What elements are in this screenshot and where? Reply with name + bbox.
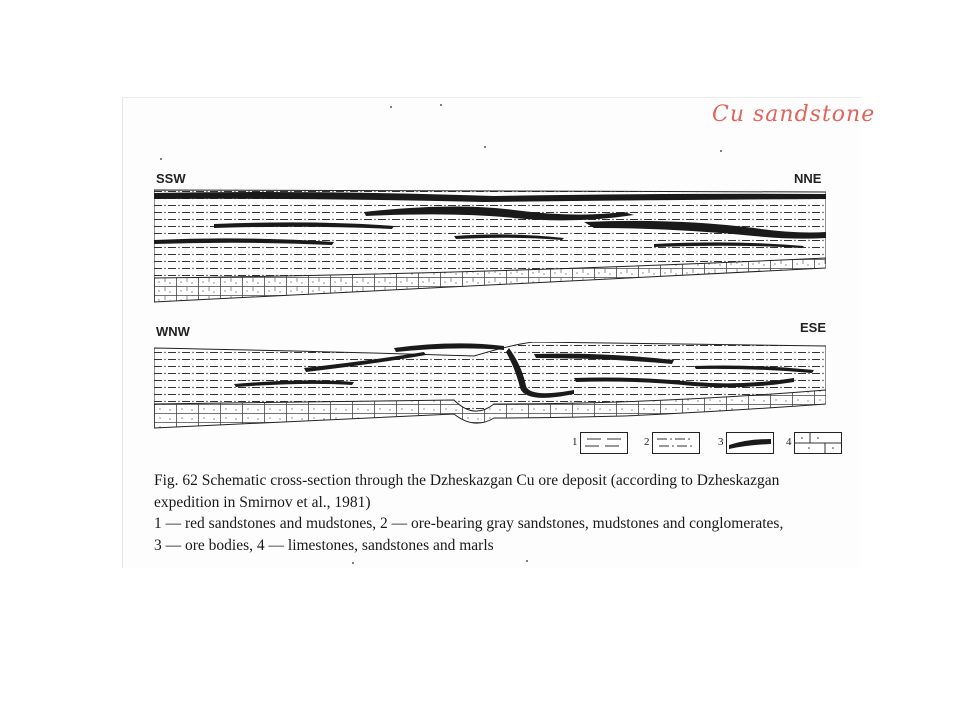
figure-caption	[154, 470, 844, 556]
legend-swatch-ore-bodies	[726, 432, 774, 454]
handwritten-note: Cu sandstone	[712, 102, 876, 127]
legend-swatch-red-sandstones	[580, 432, 628, 454]
scan-speck	[526, 560, 528, 562]
legend-number: 3	[718, 436, 724, 448]
legend-number: 2	[644, 436, 650, 448]
caption-line-3: 1 — red sandstones and mudstones, 2 — ore-bearing gray sandstones, mudstones and conglomerates,	[154, 515, 784, 532]
scan-speck	[160, 158, 162, 160]
scan-speck	[440, 104, 442, 106]
legend-number: 1	[572, 436, 578, 448]
caption-line-4: 3 — ore bodies, 4 — limestones, sandstones and marls	[154, 536, 494, 554]
label-ssw: SSW	[156, 171, 186, 186]
cross-section-ssw-nne	[154, 188, 826, 308]
legend-swatch-gray-sandstones	[652, 432, 700, 454]
caption-line-1: Fig. 62 Schematic cross-section through the Dzheskazgan Cu ore deposit (according to Dzheskazgan	[154, 472, 780, 489]
label-wnw: WNW	[156, 324, 190, 339]
scan-speck	[390, 106, 392, 108]
legend-number: 4	[786, 436, 792, 448]
label-nne: NNE	[794, 171, 822, 186]
cross-section-wnw-ese	[154, 342, 826, 432]
label-ese: ESE	[800, 320, 827, 335]
scan-speck	[484, 146, 486, 148]
legend-swatch-limestones	[794, 432, 842, 454]
scan-speck	[352, 562, 354, 564]
scan-speck	[720, 150, 722, 152]
caption-line-2: expedition in Smirnov et al., 1981)	[154, 493, 371, 511]
